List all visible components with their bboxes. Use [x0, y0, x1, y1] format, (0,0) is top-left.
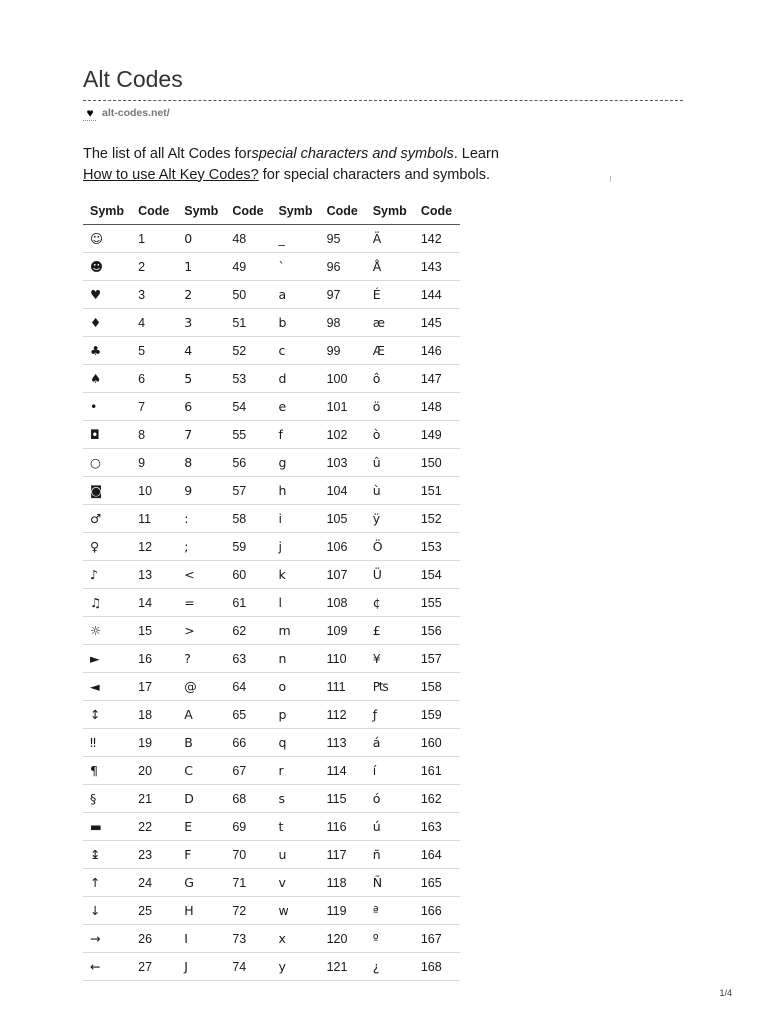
code-cell: 59	[225, 533, 271, 561]
code-cell: 9	[131, 449, 177, 477]
table-row	[83, 617, 460, 645]
code-cell: 72	[225, 897, 271, 925]
symbol-cell: ♠	[83, 365, 131, 393]
code-cell: 1	[131, 225, 177, 253]
code-cell: 115	[320, 785, 366, 813]
code-cell: 58	[225, 505, 271, 533]
heart-icon: ♥	[83, 106, 97, 120]
symbol-cell: ₧	[366, 673, 414, 701]
table-row	[83, 449, 460, 477]
symbol-cell: t	[271, 813, 319, 841]
code-cell: 49	[225, 253, 271, 281]
source-url[interactable]: alt-codes.net/	[102, 107, 170, 119]
symbol-cell: ♥	[83, 281, 131, 309]
symbol-cell: b	[271, 309, 319, 337]
symbol-cell: ↕	[83, 701, 131, 729]
code-cell: 98	[320, 309, 366, 337]
table-row	[83, 841, 460, 869]
code-cell: 10	[131, 477, 177, 505]
code-cell: 158	[414, 673, 460, 701]
symbol-cell: æ	[366, 309, 414, 337]
symbol-cell: ú	[366, 813, 414, 841]
code-cell: 24	[131, 869, 177, 897]
code-cell: 48	[225, 225, 271, 253]
table-row	[83, 953, 460, 981]
symbol-cell: 8	[177, 449, 225, 477]
table-row	[83, 701, 460, 729]
intro-text-1: The list of all Alt Codes for	[83, 146, 252, 162]
code-cell: 3	[131, 281, 177, 309]
symbol-cell: i	[271, 505, 319, 533]
code-cell: 155	[414, 589, 460, 617]
symbol-cell: Ä	[366, 225, 414, 253]
symbol-cell: ↨	[83, 841, 131, 869]
page-number: 1/4	[719, 988, 732, 998]
code-cell: 149	[414, 421, 460, 449]
table-row	[83, 561, 460, 589]
symbol-cell: x	[271, 925, 319, 953]
symbol-cell: ¥	[366, 645, 414, 673]
symbol-cell: ◘	[83, 421, 131, 449]
symbol-cell: F	[177, 841, 225, 869]
code-cell: 63	[225, 645, 271, 673]
symbol-cell: c	[271, 337, 319, 365]
code-cell: 167	[414, 925, 460, 953]
table-row	[83, 421, 460, 449]
code-cell: 2	[131, 253, 177, 281]
code-cell: 20	[131, 757, 177, 785]
code-cell: 17	[131, 673, 177, 701]
code-cell: 67	[225, 757, 271, 785]
code-cell: 111	[320, 673, 366, 701]
code-cell: 159	[414, 701, 460, 729]
symbol-cell: ñ	[366, 841, 414, 869]
symbol-cell: 6	[177, 393, 225, 421]
column-header-symb: Symb	[366, 197, 414, 225]
code-cell: 26	[131, 925, 177, 953]
code-cell: 143	[414, 253, 460, 281]
code-cell: 51	[225, 309, 271, 337]
symbol-cell: k	[271, 561, 319, 589]
symbol-cell: ♀	[83, 533, 131, 561]
symbol-cell: C	[177, 757, 225, 785]
code-cell: 102	[320, 421, 366, 449]
table-row	[83, 673, 460, 701]
table-row	[83, 393, 460, 421]
code-cell: 118	[320, 869, 366, 897]
symbol-cell: >	[177, 617, 225, 645]
intro-emphasis: special characters and symbols	[251, 146, 454, 162]
symbol-cell: h	[271, 477, 319, 505]
code-cell: 151	[414, 477, 460, 505]
code-cell: 165	[414, 869, 460, 897]
symbol-cell: 0	[177, 225, 225, 253]
symbol-cell: d	[271, 365, 319, 393]
symbol-cell: ?	[177, 645, 225, 673]
code-cell: 95	[320, 225, 366, 253]
code-cell: 160	[414, 729, 460, 757]
code-cell: 154	[414, 561, 460, 589]
code-cell: 69	[225, 813, 271, 841]
code-cell: 142	[414, 225, 460, 253]
code-cell: 109	[320, 617, 366, 645]
code-cell: 99	[320, 337, 366, 365]
code-cell: 110	[320, 645, 366, 673]
intro-text-3: for special characters and symbols.	[258, 166, 491, 183]
code-cell: 65	[225, 701, 271, 729]
code-cell: 5	[131, 337, 177, 365]
symbol-cell: 7	[177, 421, 225, 449]
code-cell: 164	[414, 841, 460, 869]
alt-codes-table	[83, 197, 460, 981]
symbol-cell: s	[271, 785, 319, 813]
table-row	[83, 225, 460, 253]
symbol-cell: e	[271, 393, 319, 421]
symbol-cell: 3	[177, 309, 225, 337]
symbol-cell: w	[271, 897, 319, 925]
code-cell: 114	[320, 757, 366, 785]
code-cell: 13	[131, 561, 177, 589]
symbol-cell: ♪	[83, 561, 131, 589]
symbol-cell: ♣	[83, 337, 131, 365]
code-cell: 62	[225, 617, 271, 645]
code-cell: 168	[414, 953, 460, 981]
symbol-cell: u	[271, 841, 319, 869]
table-row	[83, 813, 460, 841]
symbol-cell: D	[177, 785, 225, 813]
symbol-cell: Æ	[366, 337, 414, 365]
symbol-cell: @	[177, 673, 225, 701]
code-cell: 54	[225, 393, 271, 421]
column-header-symb: Symb	[177, 197, 225, 225]
code-cell: 166	[414, 897, 460, 925]
code-cell: 18	[131, 701, 177, 729]
table-row	[83, 869, 460, 897]
symbol-cell: ù	[366, 477, 414, 505]
how-to-link[interactable]: How to use Alt Key Codes?	[83, 166, 259, 183]
code-cell: 55	[225, 421, 271, 449]
code-cell: 96	[320, 253, 366, 281]
code-cell: 25	[131, 897, 177, 925]
symbol-cell: ↓	[83, 897, 131, 925]
symbol-cell: _	[271, 225, 319, 253]
code-cell: 56	[225, 449, 271, 477]
code-cell: 121	[320, 953, 366, 981]
code-cell: 22	[131, 813, 177, 841]
code-cell: 15	[131, 617, 177, 645]
code-cell: 108	[320, 589, 366, 617]
column-header-symb: Symb	[83, 197, 131, 225]
symbol-cell: ◙	[83, 477, 131, 505]
dashed-divider	[83, 100, 683, 101]
code-cell: 52	[225, 337, 271, 365]
code-cell: 145	[414, 309, 460, 337]
code-cell: 161	[414, 757, 460, 785]
code-cell: 162	[414, 785, 460, 813]
symbol-cell: ;	[177, 533, 225, 561]
symbol-cell: :	[177, 505, 225, 533]
symbol-cell: a	[271, 281, 319, 309]
symbol-cell: ▬	[83, 813, 131, 841]
table-row	[83, 253, 460, 281]
table-row	[83, 757, 460, 785]
symbol-cell: <	[177, 561, 225, 589]
intro-text-2: . Learn	[453, 146, 499, 162]
table-row	[83, 589, 460, 617]
symbol-cell: f	[271, 421, 319, 449]
symbol-cell: H	[177, 897, 225, 925]
symbol-cell: B	[177, 729, 225, 757]
symbol-cell: ♂	[83, 505, 131, 533]
symbol-cell: ó	[366, 785, 414, 813]
code-cell: 146	[414, 337, 460, 365]
symbol-cell: E	[177, 813, 225, 841]
code-cell: 148	[414, 393, 460, 421]
symbol-cell: ○	[83, 449, 131, 477]
symbol-cell: ¶	[83, 757, 131, 785]
symbol-cell: á	[366, 729, 414, 757]
symbol-cell: •	[83, 393, 131, 421]
code-cell: 71	[225, 869, 271, 897]
symbol-cell: º	[366, 925, 414, 953]
symbol-cell: ô	[366, 365, 414, 393]
symbol-cell: o	[271, 673, 319, 701]
code-cell: 153	[414, 533, 460, 561]
table-row	[83, 365, 460, 393]
symbol-cell: §	[83, 785, 131, 813]
symbol-cell: 9	[177, 477, 225, 505]
symbol-cell: ↑	[83, 869, 131, 897]
code-cell: 103	[320, 449, 366, 477]
code-cell: 21	[131, 785, 177, 813]
table-row	[83, 505, 460, 533]
code-cell: 14	[131, 589, 177, 617]
code-cell: 152	[414, 505, 460, 533]
code-cell: 105	[320, 505, 366, 533]
symbol-cell: 5	[177, 365, 225, 393]
symbol-cell: y	[271, 953, 319, 981]
symbol-cell: l	[271, 589, 319, 617]
code-cell: 100	[320, 365, 366, 393]
code-cell: 147	[414, 365, 460, 393]
code-cell: 112	[320, 701, 366, 729]
symbol-cell: ♦	[83, 309, 131, 337]
cursor-mark	[610, 176, 611, 182]
symbol-cell: Ö	[366, 533, 414, 561]
code-cell: 4	[131, 309, 177, 337]
symbol-cell: ¢	[366, 589, 414, 617]
symbol-cell: ←	[83, 953, 131, 981]
symbol-cell: ►	[83, 645, 131, 673]
code-cell: 7	[131, 393, 177, 421]
code-cell: 57	[225, 477, 271, 505]
code-cell: 6	[131, 365, 177, 393]
code-cell: 68	[225, 785, 271, 813]
symbol-cell: ÿ	[366, 505, 414, 533]
symbol-cell: r	[271, 757, 319, 785]
symbol-cell: `	[271, 253, 319, 281]
table-row	[83, 897, 460, 925]
symbol-cell: →	[83, 925, 131, 953]
column-header-code: Code	[131, 197, 177, 225]
source-link[interactable]	[83, 106, 170, 120]
symbol-cell: ö	[366, 393, 414, 421]
code-cell: 53	[225, 365, 271, 393]
symbol-cell: Å	[366, 253, 414, 281]
symbol-cell: ª	[366, 897, 414, 925]
symbol-cell: j	[271, 533, 319, 561]
code-cell: 66	[225, 729, 271, 757]
symbol-cell: ☺	[83, 225, 131, 253]
code-cell: 113	[320, 729, 366, 757]
symbol-cell: ◄	[83, 673, 131, 701]
table-row	[83, 309, 460, 337]
code-cell: 116	[320, 813, 366, 841]
symbol-cell: í	[366, 757, 414, 785]
symbol-cell: 1	[177, 253, 225, 281]
code-cell: 107	[320, 561, 366, 589]
code-cell: 64	[225, 673, 271, 701]
table-header-row	[83, 197, 460, 225]
intro-paragraph	[83, 144, 603, 185]
symbol-cell: ƒ	[366, 701, 414, 729]
symbol-cell: ☼	[83, 617, 131, 645]
symbol-cell: Ñ	[366, 869, 414, 897]
symbol-cell: Ü	[366, 561, 414, 589]
table-row	[83, 729, 460, 757]
code-cell: 156	[414, 617, 460, 645]
code-cell: 163	[414, 813, 460, 841]
symbol-cell: n	[271, 645, 319, 673]
table-row	[83, 281, 460, 309]
code-cell: 19	[131, 729, 177, 757]
symbol-cell: û	[366, 449, 414, 477]
code-cell: 117	[320, 841, 366, 869]
code-cell: 12	[131, 533, 177, 561]
code-cell: 73	[225, 925, 271, 953]
code-cell: 50	[225, 281, 271, 309]
table-row	[83, 337, 460, 365]
symbol-cell: =	[177, 589, 225, 617]
table-row	[83, 645, 460, 673]
code-cell: 144	[414, 281, 460, 309]
code-cell: 16	[131, 645, 177, 673]
symbol-cell: 4	[177, 337, 225, 365]
code-cell: 101	[320, 393, 366, 421]
code-cell: 8	[131, 421, 177, 449]
symbol-cell: A	[177, 701, 225, 729]
symbol-cell: J	[177, 953, 225, 981]
page-title: Alt Codes	[83, 66, 183, 92]
code-cell: 74	[225, 953, 271, 981]
symbol-cell: q	[271, 729, 319, 757]
code-cell: 150	[414, 449, 460, 477]
column-header-symb: Symb	[271, 197, 319, 225]
code-cell: 106	[320, 533, 366, 561]
code-cell: 60	[225, 561, 271, 589]
code-cell: 61	[225, 589, 271, 617]
column-header-code: Code	[320, 197, 366, 225]
code-cell: 104	[320, 477, 366, 505]
symbol-cell: 2	[177, 281, 225, 309]
symbol-cell: p	[271, 701, 319, 729]
symbol-cell: ò	[366, 421, 414, 449]
code-cell: 23	[131, 841, 177, 869]
table-row	[83, 477, 460, 505]
symbol-cell: G	[177, 869, 225, 897]
code-cell: 27	[131, 953, 177, 981]
symbol-cell: v	[271, 869, 319, 897]
code-cell: 11	[131, 505, 177, 533]
symbol-cell: g	[271, 449, 319, 477]
table-row	[83, 533, 460, 561]
code-cell: 119	[320, 897, 366, 925]
table-row	[83, 785, 460, 813]
symbol-cell: ☻	[83, 253, 131, 281]
symbol-cell: m	[271, 617, 319, 645]
code-cell: 157	[414, 645, 460, 673]
symbol-cell: ♫	[83, 589, 131, 617]
symbol-cell: £	[366, 617, 414, 645]
symbol-cell: É	[366, 281, 414, 309]
symbol-cell: ¿	[366, 953, 414, 981]
code-cell: 97	[320, 281, 366, 309]
code-cell: 120	[320, 925, 366, 953]
table-row	[83, 925, 460, 953]
code-cell: 70	[225, 841, 271, 869]
symbol-cell: ‼	[83, 729, 131, 757]
symbol-cell: I	[177, 925, 225, 953]
column-header-code: Code	[414, 197, 460, 225]
column-header-code: Code	[225, 197, 271, 225]
